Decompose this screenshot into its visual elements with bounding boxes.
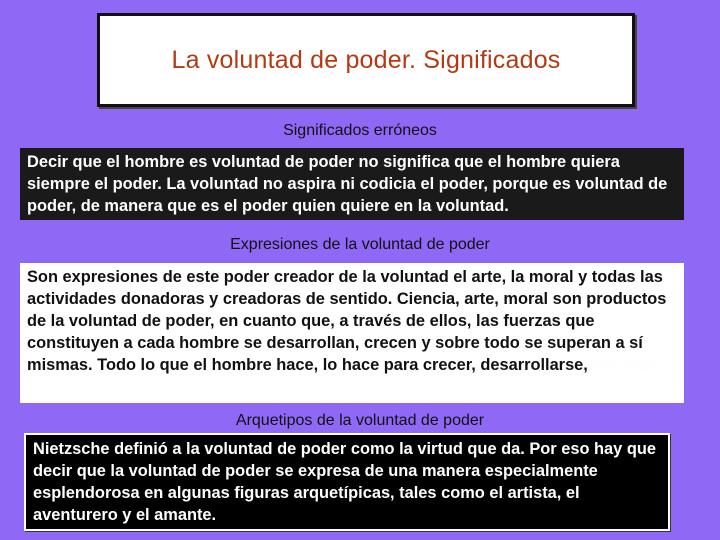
text-expresiones-tail: ser más. (587, 356, 659, 374)
title-box (97, 13, 635, 107)
section-heading-expresiones: Expresiones de la voluntad de poder (230, 236, 490, 253)
text-expresiones: Son expresiones de este poder creador de la voluntad el arte, la moral y todas las actividades donadoras y creadoras de sentido. Ciencia, arte, moral son productos de la voluntad de poder, en cuanto que, a través de ellos, las fuerzas que constituyen a cada hombre se desarrollan, crecen y sobre todo se superan a sí mismas. Todo lo que el hombre hace, lo hace para crecer, desarrollarse, (27, 268, 667, 374)
text-box-expresiones (20, 263, 684, 403)
slide-title: La voluntad de poder. Significados (171, 45, 561, 74)
section-heading-significados: Significados erróneos (283, 122, 437, 139)
text-box-arquetipos (24, 433, 670, 531)
text-box-significados (20, 148, 684, 220)
text-arquetipos: Nietzsche definió a la voluntad de poder como la virtud que da. Por eso hay que decir que la voluntad de poder se expresa de una manera especialmente esplendorosa en algunas figuras arquetípicas, tales como el artista, el aventurero y el amante. (33, 440, 656, 524)
section-heading-arquetipos: Arquetipos de la voluntad de poder (235, 412, 485, 429)
text-significados: Decir que el hombre es voluntad de poder no significa que el hombre quiera siempre el poder. La voluntad no aspira ni codicia el poder, porque es voluntad de poder, de manera que es el poder quien quiere en la voluntad. (27, 153, 668, 215)
